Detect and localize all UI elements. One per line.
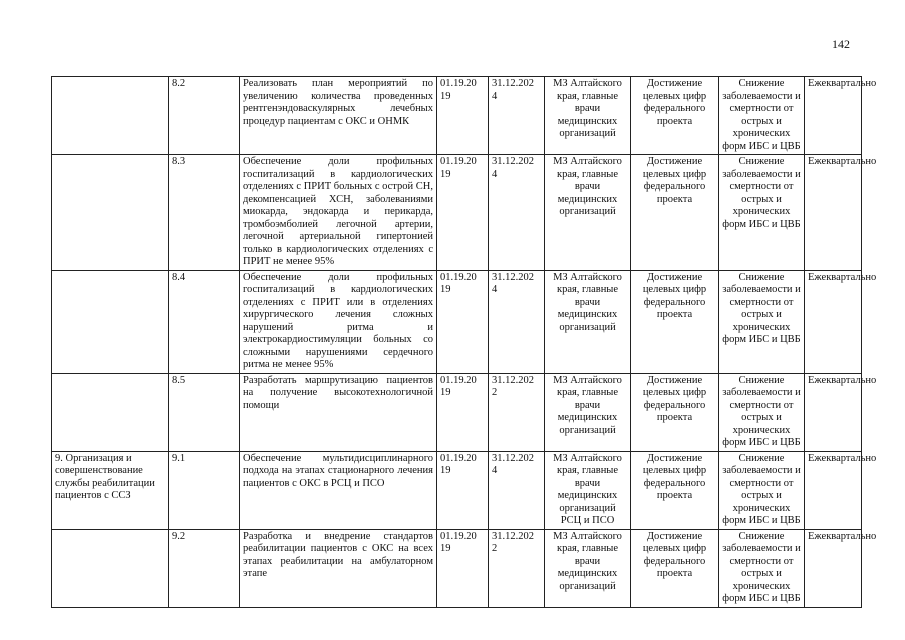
activity-cell: Реализовать план мероприятий по увеличению количества проведенных рентгенэндоваскулярных лечебных процедур пациентам с ОКС и ОНМК (240, 77, 437, 155)
section-cell (52, 77, 169, 155)
start-date-cell: 01.19.20 19 (437, 529, 489, 607)
responsible-cell: МЗ Алтайского края, главные врачи медицинских организаций (545, 155, 631, 271)
end-date-cell: 31.12.202 4 (489, 451, 545, 529)
page-number: 142 (832, 37, 850, 51)
section-cell (52, 270, 169, 373)
activity-cell: Обеспечение мультидисциплинарного подхода на этапах стационарного лечения пациентов с ОКС в РСЦ и ПСО (240, 451, 437, 529)
indicator-cell: Снижение заболеваемости и смертности от острых и хронических форм ИБС и ЦВБ (719, 529, 805, 607)
activity-plan-table (51, 76, 877, 608)
section-cell (52, 373, 169, 451)
result-cell: Достижение целевых цифр федерального проекта (631, 77, 719, 155)
start-date-cell: 01.19.20 19 (437, 373, 489, 451)
responsible-cell: МЗ Алтайского края, главные врачи медицинских организаций (545, 270, 631, 373)
frequency-cell: Ежеквартально (805, 451, 862, 529)
table-row (52, 270, 862, 373)
frequency-cell: Ежеквартально (805, 529, 862, 607)
start-date-cell: 01.19.20 19 (437, 155, 489, 271)
indicator-cell: Снижение заболеваемости и смертности от острых и хронических форм ИБС и ЦВБ (719, 155, 805, 271)
indicator-cell: Снижение заболеваемости и смертности от острых и хронических форм ИБС и ЦВБ (719, 77, 805, 155)
start-date-cell: 01.19.20 19 (437, 270, 489, 373)
activity-cell: Обеспечение доли профильных госпитализаций в кардиологических отделениях с ПРИТ больных с острой СН, декомпенсацией ХСН, заболеваниями миокарда, эндокарда и перикарда, тромбоэмболией легочной артерии, легочной артериальной гипертонией только в кардиологических отделениях с ПРИТ не менее 95% (240, 155, 437, 271)
item-number-cell: 9.1 (169, 451, 240, 529)
frequency-cell: Ежеквартально (805, 373, 862, 451)
frequency-cell: Ежеквартально (805, 155, 862, 271)
item-number-cell: 8.2 (169, 77, 240, 155)
table-row (52, 77, 862, 155)
table-row (52, 529, 862, 607)
indicator-cell: Снижение заболеваемости и смертности от острых и хронических форм ИБС и ЦВБ (719, 373, 805, 451)
end-date-cell: 31.12.202 4 (489, 155, 545, 271)
section-cell (52, 529, 169, 607)
indicator-cell: Снижение заболеваемости и смертности от острых и хронических форм ИБС и ЦВБ (719, 270, 805, 373)
item-number-cell: 9.2 (169, 529, 240, 607)
result-cell: Достижение целевых цифр федерального проекта (631, 451, 719, 529)
end-date-cell: 31.12.202 4 (489, 77, 545, 155)
activity-cell: Разработка и внедрение стандартов реабилитации пациентов с ОКС на всех этапах реабилитации на амбулаторном этапе (240, 529, 437, 607)
section-cell (52, 155, 169, 271)
activity-cell: Разработать маршрутизацию пациентов на получение высокотехнологичной помощи (240, 373, 437, 451)
result-cell: Достижение целевых цифр федерального проекта (631, 155, 719, 271)
end-date-cell: 31.12.202 4 (489, 270, 545, 373)
responsible-cell: МЗ Алтайского края, главные врачи медицинских организаций РСЦ и ПСО (545, 451, 631, 529)
activity-cell: Обеспечение доли профильных госпитализаций в кардиологических отделениях с ПРИТ или в отделениях хирургического лечения сложных нарушений ритма и электрокардиостимуляции больных со сложными нарушениями сердечного ритма не менее 95% (240, 270, 437, 373)
frequency-cell: Ежеквартально (805, 270, 862, 373)
frequency-cell: Ежеквартально (805, 77, 862, 155)
table-row (52, 155, 862, 271)
table-row (52, 373, 862, 451)
start-date-cell: 01.19.20 19 (437, 77, 489, 155)
item-number-cell: 8.3 (169, 155, 240, 271)
responsible-cell: МЗ Алтайского края, главные врачи медицинских организаций (545, 373, 631, 451)
responsible-cell: МЗ Алтайского края, главные врачи медицинских организаций (545, 529, 631, 607)
end-date-cell: 31.12.202 2 (489, 529, 545, 607)
section-cell: 9. Организация и совершенствование службы реабилитации пациентов с ССЗ (52, 451, 169, 529)
result-cell: Достижение целевых цифр федерального проекта (631, 529, 719, 607)
responsible-cell: МЗ Алтайского края, главные врачи медицинских организаций (545, 77, 631, 155)
end-date-cell: 31.12.202 2 (489, 373, 545, 451)
result-cell: Достижение целевых цифр федерального проекта (631, 373, 719, 451)
start-date-cell: 01.19.20 19 (437, 451, 489, 529)
result-cell: Достижение целевых цифр федерального проекта (631, 270, 719, 373)
table-row (52, 451, 862, 529)
indicator-cell: Снижение заболеваемости и смертности от острых и хронических форм ИБС и ЦВБ (719, 451, 805, 529)
item-number-cell: 8.4 (169, 270, 240, 373)
item-number-cell: 8.5 (169, 373, 240, 451)
